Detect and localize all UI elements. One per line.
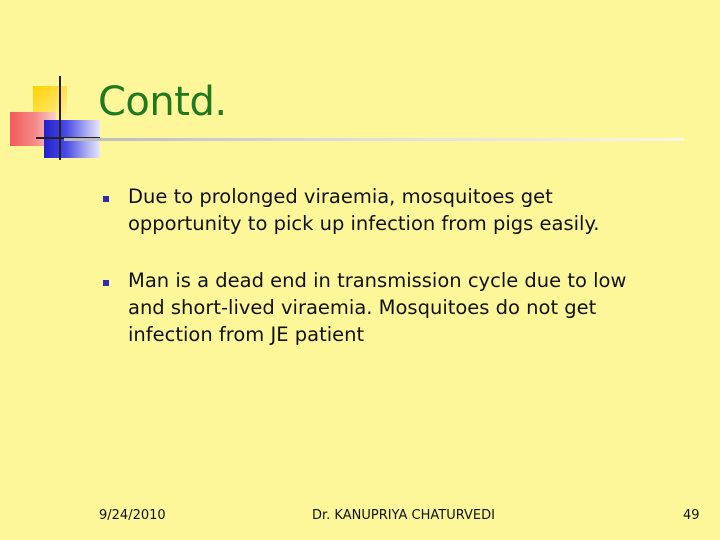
title-underline (64, 138, 684, 141)
bullet-item (98, 183, 658, 237)
bullet-text: Due to prolonged viraemia, mosquitoes get opportunity to pick up infection from pigs easily. (128, 185, 600, 235)
slide-title: Contd. (98, 79, 227, 125)
footer-date: 9/24/2010 (99, 508, 166, 523)
bullet-list (98, 183, 658, 378)
bullet-square-icon (103, 280, 109, 286)
bullet-text: Man is a dead end in transmission cycle due to low and short-lived viraemia. Mosquitoes do not get infection from JE patient (128, 269, 627, 346)
bullet-item (98, 267, 658, 348)
footer-author: Dr. KANUPRIYA CHATURVEDI (312, 508, 495, 523)
bullet-square-icon (103, 196, 109, 202)
decorative-squares-logo (0, 0, 110, 170)
logo-vertical-line (59, 76, 61, 160)
footer-page-number: 49 (683, 508, 700, 523)
